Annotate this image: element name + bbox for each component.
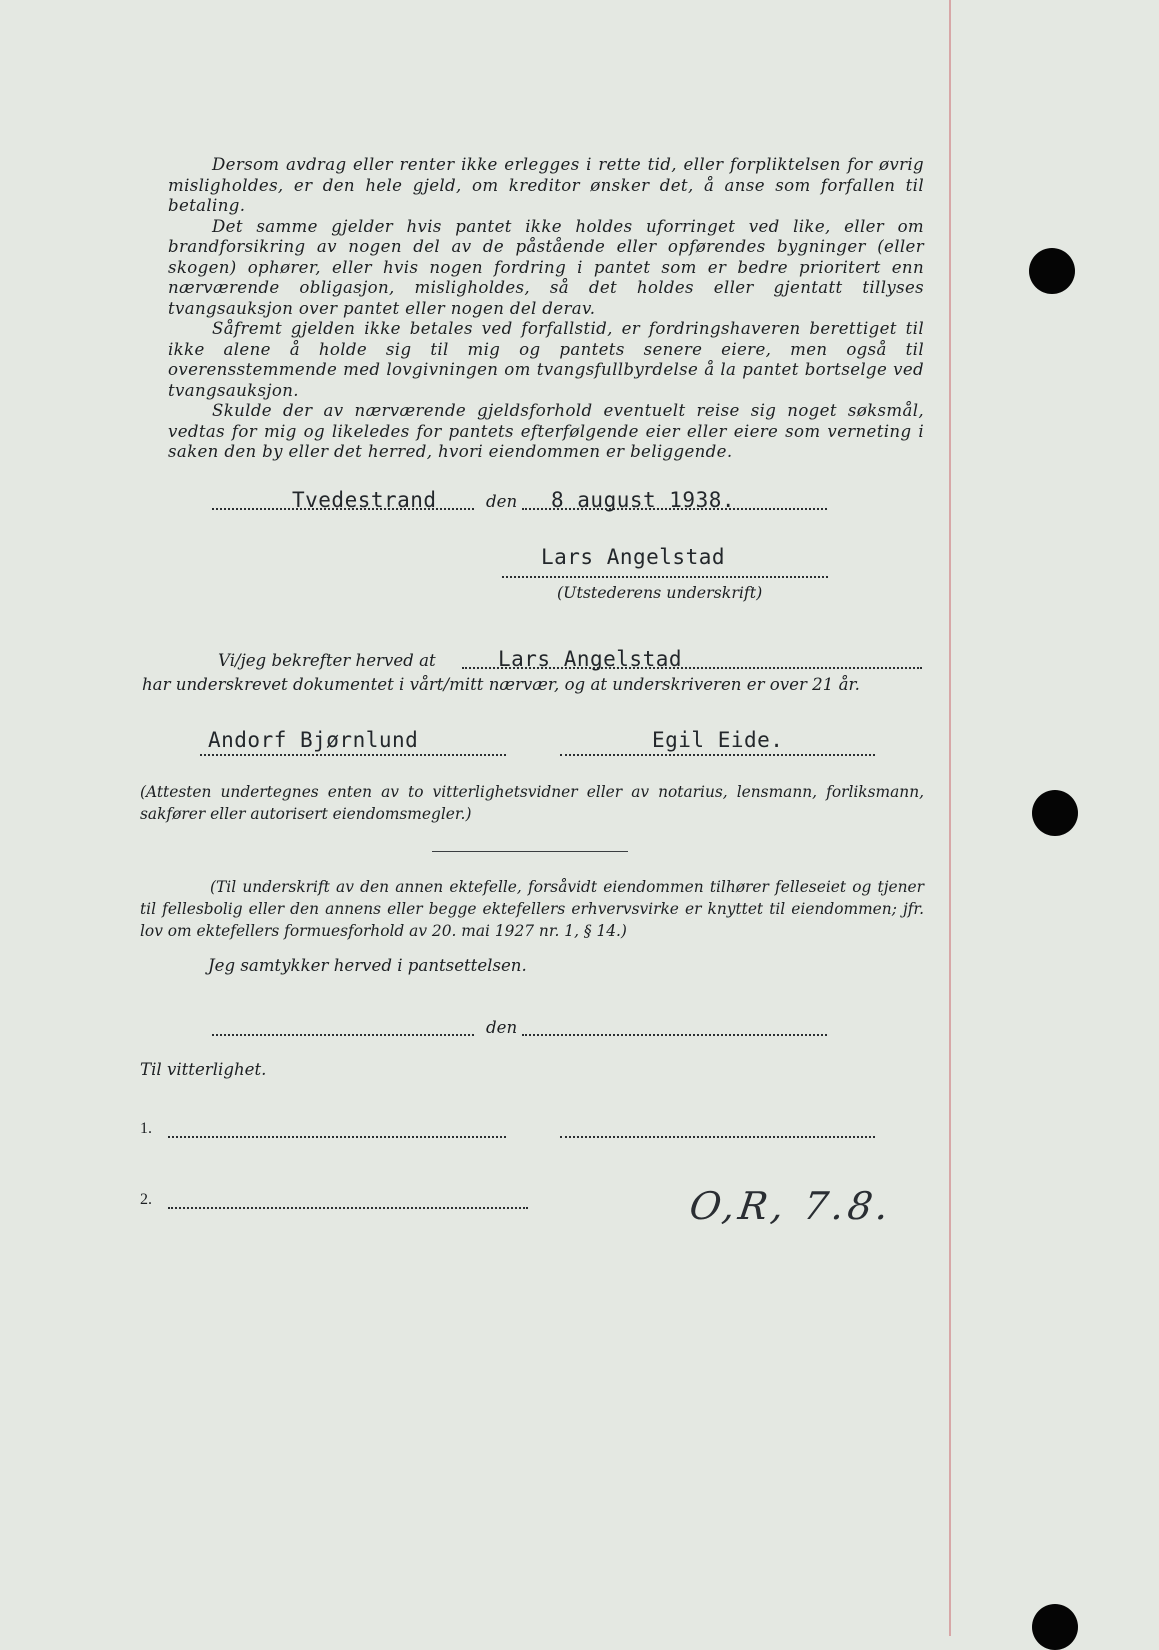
margin-line (949, 0, 951, 1636)
attest-note: (Attesten undertegnes enten av to vitterlighetsvidner eller av notarius, lensmann, forliksmann, sakfører eller autorisert eiendomsmegler.) (140, 783, 924, 823)
confirmation-line2: har underskrevet dokumentet i vårt/mitt nærvær, og at underskriveren er over 21 år. (142, 675, 860, 694)
confirmation-name: Lars Angelstad (498, 647, 683, 671)
punch-hole (1029, 248, 1075, 294)
issuer-signature: Lars Angelstad (541, 545, 726, 569)
consent-place-dots (212, 1034, 474, 1036)
spouse-note: (Til underskrift av den annen ektefelle, forsåvidt eiendommen tilhører felleseiet og tjener til fellesbolig eller den annens eller begge ektefellers erhvervsvirke er knyttet til eiendommen; jfr. lov om ektefellers formuesforhold av 20. mai 1927 nr. 1, § 14.) (140, 878, 924, 940)
consent-den-label: den (486, 1018, 518, 1037)
witness-2-signature: Egil Eide. (652, 728, 784, 752)
witness-line-2 (168, 1207, 528, 1209)
witness-number-1: 1. (140, 1120, 152, 1137)
clause-default: Dersom avdrag eller renter ikke erlegges i rette tid, eller forpliktelsen for øvrig misligholdes, er den hele gjeld, om kreditor ønsker det, å anse som forfallen til betaling. (168, 155, 924, 215)
den-label: den (486, 492, 518, 511)
issuer-dots (502, 576, 828, 578)
consent-text: Jeg samtykker herved i pantsettelsen. (208, 956, 527, 975)
witness-line-1a (168, 1136, 506, 1138)
witness-1-signature: Andorf Bjørnlund (208, 728, 419, 752)
clause-venue: Skulde der av nærværende gjeldsforhold eventuelt reise sig noget søksmål, vedtas for mig og likeledes for pantets efterfølgende eier eller eiere som verneting i saken den by eller det herred, hvori eiendommen er beliggende. (168, 401, 924, 461)
clause-forced-sale: Såfremt gjelden ikke betales ved forfallstid, er fordringshaveren berettiget til ikke alene å holde sig til mig og pantets senere eiere, men også til overensstemmende med lovgivningen om tvangsfullbyrdelse å la pantet bortselge ved tvangsauksjon. (168, 319, 924, 400)
witness-line-1b (560, 1136, 875, 1138)
date-value: 8 august 1938. (551, 488, 736, 512)
punch-hole (1032, 1604, 1078, 1650)
confirmation-prefix: Vi/jeg bekrefter herved at (218, 651, 436, 670)
issuer-caption: (Utstederens underskrift) (557, 583, 763, 602)
handwritten-note: O,R, 7.8. (686, 1184, 896, 1228)
section-divider (432, 851, 628, 852)
witness-heading: Til vitterlighet. (140, 1060, 267, 1079)
witness-1-dots (200, 754, 506, 756)
clause-insurance: Det samme gjelder hvis pantet ikke holdes uforringet ved like, eller om brandforsikring av nogen del av de påstående eller opførendes bygninger (eller skogen) ophører, eller hvis nogen fordring i pantet som er bedre prioritert enn nærværende obligasjon, misligholdes, så det holdes eller gjentatt tillyses tvangsauksjon over pantet eller nogen del derav. (168, 216, 924, 318)
place-value: Tvedestrand (292, 488, 437, 512)
punch-hole (1032, 790, 1078, 836)
loan-clauses (168, 155, 924, 463)
witness-2-dots (560, 754, 875, 756)
consent-date-dots (522, 1034, 827, 1036)
witness-number-2: 2. (140, 1191, 152, 1208)
